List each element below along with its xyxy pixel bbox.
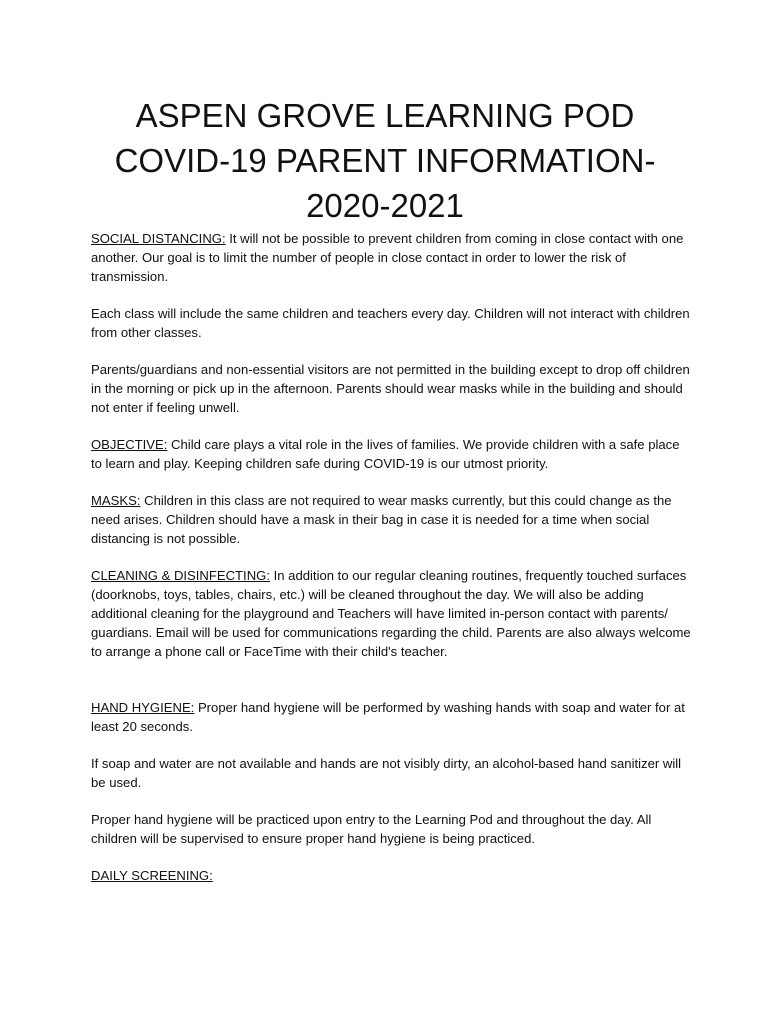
objective-paragraph [91, 435, 691, 473]
hand-hygiene-heading: HAND HYGIENE: [91, 700, 195, 715]
hand-hygiene-text: Proper hand hygiene will be performed by washing hands with soap and water for at least 20 seconds. [91, 700, 685, 734]
cleaning-heading: CLEANING & DISINFECTING: [91, 568, 270, 583]
social-distancing-paragraph [91, 229, 691, 286]
daily-screening-paragraph [91, 866, 691, 885]
cleaning-text: In addition to our regular cleaning routines, frequently touched surfaces (doorknobs, toys, tables, chairs, etc.) will be cleaned throughout the day. We will also be adding additional cleaning for the playground and Teachers will have limited in-person contact with parents/ guardians. Email will be used for communications regarding the child. Parents are also always welcome to arrange a phone call or FaceTime with their child's teacher. [91, 568, 691, 659]
cleaning-paragraph [91, 566, 691, 661]
title-line-2: COVID-19 PARENT INFORMATION- [114, 142, 656, 179]
objective-text: Child care plays a vital role in the lives of families. We provide children with a safe place to learn and play. Keeping children safe during COVID-19 is our utmost priority. [91, 437, 680, 471]
visitors-paragraph: Parents/guardians and non-essential visitors are not permitted in the building except to drop off children in the morning or pick up in the afternoon. Parents should wear masks while in the building and should not enter if feeling unwell. [91, 362, 690, 415]
sanitizer-paragraph: If soap and water are not available and hands are not visibly dirty, an alcohol-based hand sanitizer will be used. [91, 756, 682, 790]
masks-text: Children in this class are not required to wear masks currently, but this could change as the need arises. Children should have a mask in their bag in case it is needed for a time when social distancing is not possible. [91, 493, 672, 546]
social-distancing-text: It will not be possible to prevent children from coming in close contact with one another. Our goal is to limit the number of people in close contact in order to lower the risk of transmission. [91, 231, 684, 284]
title-line-1: ASPEN GROVE LEARNING POD [135, 97, 635, 134]
objective-heading: OBJECTIVE: [91, 437, 168, 452]
document-title [60, 93, 710, 228]
masks-paragraph [91, 491, 691, 548]
hygiene-practice-paragraph: Proper hand hygiene will be practiced upon entry to the Learning Pod and throughout the day. All children will be supervised to ensure proper hand hygiene is being practiced. [91, 812, 652, 846]
same-children-paragraph: Each class will include the same children and teachers every day. Children will not interact with children from other classes. [91, 306, 690, 340]
masks-heading: MASKS: [91, 493, 141, 508]
document-body [91, 229, 691, 885]
title-line-3: 2020-2021 [306, 187, 464, 224]
daily-screening-heading: DAILY SCREENING: [91, 868, 213, 883]
hand-hygiene-paragraph [91, 698, 691, 736]
social-distancing-heading: SOCIAL DISTANCING: [91, 231, 226, 246]
